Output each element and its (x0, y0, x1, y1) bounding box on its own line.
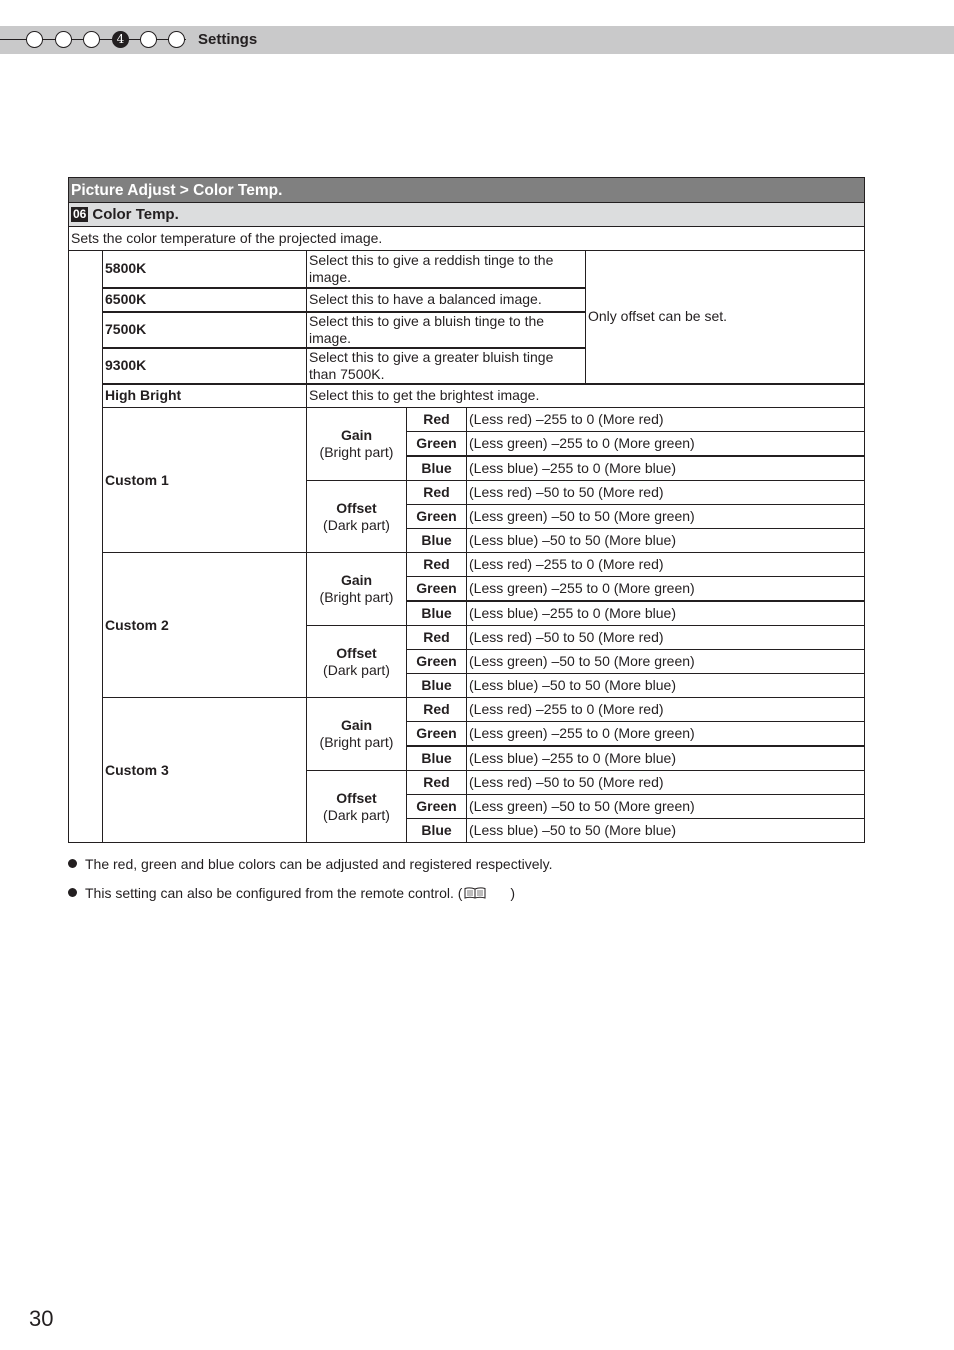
color-temp-table (68, 177, 865, 843)
offset-label: Offset (Dark part) (307, 771, 407, 843)
range-value: (Less red) –255 to 0 (More red) (467, 553, 865, 577)
range-value: (Less blue) –255 to 0 (More blue) (467, 746, 865, 771)
preset-desc: Select this to give a greater bluish tinge than 7500K. (307, 348, 586, 384)
color-label: Green (407, 432, 467, 457)
range-value: (Less green) –255 to 0 (More green) (467, 577, 865, 602)
offset-label: Offset (Dark part) (307, 626, 407, 698)
table-row (69, 408, 865, 432)
color-label: Red (407, 408, 467, 432)
item-description: Sets the color temperature of the projected image. (69, 227, 865, 251)
table-subtitle-row (69, 203, 865, 227)
color-label: Blue (407, 529, 467, 553)
item-heading (69, 203, 865, 227)
custom-name: Custom 3 (103, 698, 307, 843)
note-item: The red, green and blue colors can be adjusted and registered respectively. (68, 855, 552, 873)
custom-name: Custom 2 (103, 553, 307, 698)
color-label: Red (407, 481, 467, 505)
color-label: Green (407, 505, 467, 529)
chapter-title: Settings (198, 31, 258, 48)
chapter-step-2 (55, 31, 72, 48)
color-label: Green (407, 722, 467, 747)
description-row (69, 227, 865, 251)
range-value: (Less green) –255 to 0 (More green) (467, 432, 865, 457)
gain-label: Gain (Bright part) (307, 408, 407, 481)
chapter-step-1 (26, 31, 43, 48)
range-value: (Less red) –255 to 0 (More red) (467, 408, 865, 432)
chapter-step-6 (168, 31, 185, 48)
color-label: Red (407, 626, 467, 650)
table-row (69, 251, 865, 288)
table-row (69, 384, 865, 408)
range-value: (Less blue) –50 to 50 (More blue) (467, 819, 865, 843)
color-label: Red (407, 553, 467, 577)
range-value: (Less red) –50 to 50 (More red) (467, 481, 865, 505)
range-value: (Less green) –255 to 0 (More green) (467, 722, 865, 747)
range-value: (Less blue) –50 to 50 (More blue) (467, 674, 865, 698)
range-value: (Less blue) –50 to 50 (More blue) (467, 529, 865, 553)
gain-label: Gain (Bright part) (307, 553, 407, 626)
breadcrumb: Picture Adjust > Color Temp. (69, 178, 865, 203)
gain-label: Gain (Bright part) (307, 698, 407, 771)
preset-desc: Select this to give a reddish tinge to the image. (307, 251, 586, 288)
table-row (69, 553, 865, 577)
chapter-step-4-active: 4 (112, 31, 129, 48)
indent-cell (69, 251, 103, 843)
high-bright-name: High Bright (103, 384, 307, 408)
range-value: (Less blue) –255 to 0 (More blue) (467, 601, 865, 626)
chapter-step-5 (140, 31, 157, 48)
range-value: (Less green) –50 to 50 (More green) (467, 650, 865, 674)
chapter-step-3 (83, 31, 100, 48)
bullet-icon (68, 859, 77, 868)
range-value: (Less blue) –255 to 0 (More blue) (467, 456, 865, 481)
color-label: Green (407, 577, 467, 602)
preset-name: 9300K (103, 348, 307, 384)
range-value: (Less red) –255 to 0 (More red) (467, 698, 865, 722)
table-title-row (69, 178, 865, 203)
custom-name: Custom 1 (103, 408, 307, 553)
color-label: Green (407, 650, 467, 674)
high-bright-desc: Select this to get the brightest image. (307, 384, 865, 408)
offset-label: Offset (Dark part) (307, 481, 407, 553)
page-number: 30 (29, 1306, 54, 1331)
color-label: Blue (407, 601, 467, 626)
note-item: This setting can also be configured from the remote control. ( ) (68, 884, 515, 902)
book-icon (464, 887, 486, 899)
bullet-icon (68, 888, 77, 897)
range-value: (Less green) –50 to 50 (More green) (467, 795, 865, 819)
presets-note: Only offset can be set. (586, 251, 865, 384)
preset-name: 7500K (103, 312, 307, 348)
item-title: Color Temp. (92, 206, 179, 223)
color-label: Red (407, 698, 467, 722)
preset-desc: Select this to give a bluish tinge to the image. (307, 312, 586, 348)
range-value: (Less red) –50 to 50 (More red) (467, 626, 865, 650)
table-row (69, 698, 865, 722)
color-label: Blue (407, 456, 467, 481)
range-value: (Less red) –50 to 50 (More red) (467, 771, 865, 795)
item-number-badge: 06 (73, 207, 87, 221)
color-label: Green (407, 795, 467, 819)
color-label: Blue (407, 746, 467, 771)
color-label: Blue (407, 819, 467, 843)
preset-desc: Select this to have a balanced image. (307, 288, 586, 312)
color-label: Red (407, 771, 467, 795)
preset-name: 5800K (103, 251, 307, 288)
range-value: (Less green) –50 to 50 (More green) (467, 505, 865, 529)
preset-name: 6500K (103, 288, 307, 312)
color-label: Blue (407, 674, 467, 698)
